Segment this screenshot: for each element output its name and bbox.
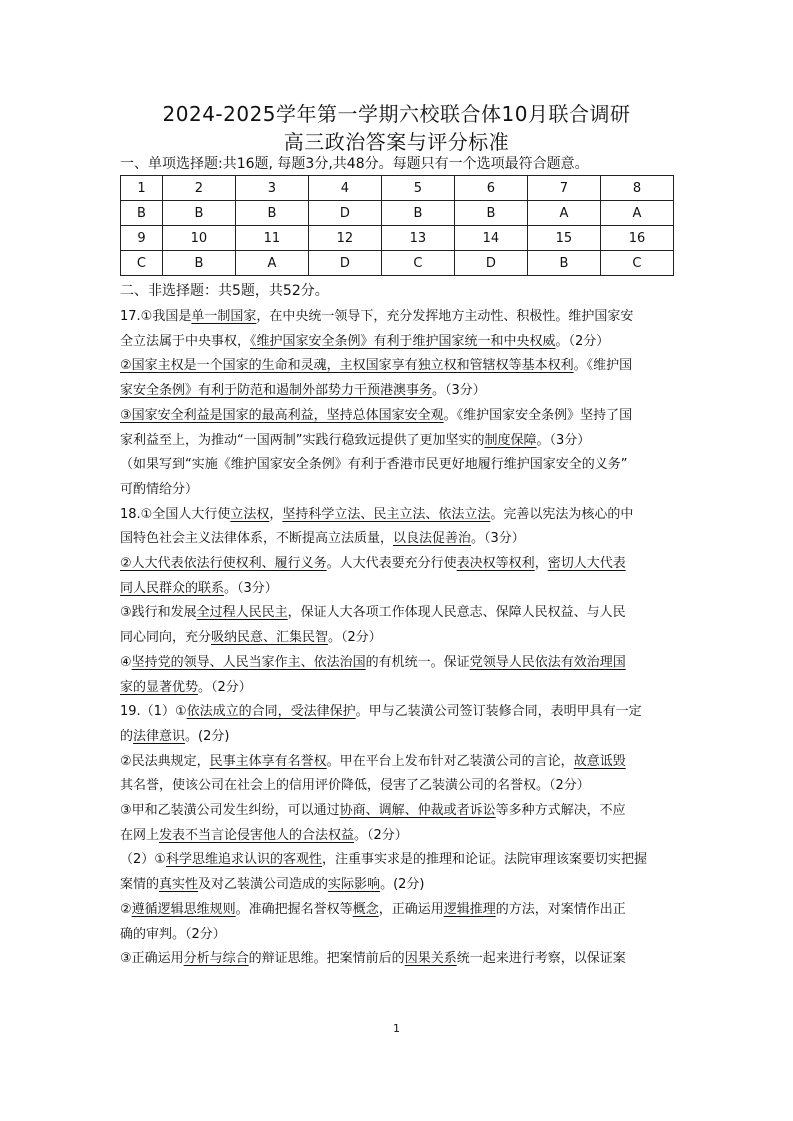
answer-line	[120, 898, 676, 923]
answer-line	[120, 676, 676, 701]
answer-line	[120, 750, 676, 775]
key-point-underlined: 协商、调解、仲裁或者诉讼	[339, 803, 496, 819]
answer-text: 。《维护国家安全条例》坚持了国	[443, 407, 633, 423]
key-point-underlined: 依法成立的合同，受法律保护	[186, 704, 356, 720]
answer-table-cell: 14	[454, 226, 527, 251]
key-point-underlined: 概念	[352, 901, 379, 917]
key-point-underlined: 法律意识	[133, 728, 186, 744]
answer-text: 案情的	[120, 877, 160, 893]
answer-table-row	[121, 251, 674, 276]
answer-line	[120, 799, 676, 824]
answer-line	[120, 527, 676, 552]
answer-text: 的辩证思维。把案情前后的	[248, 951, 405, 967]
key-point-underlined: 发表不当言论侵害他人的合法权益	[159, 827, 355, 843]
answer-text: 。（3分）	[432, 383, 486, 399]
answer-text: 18.①全国人大行使	[120, 506, 231, 522]
answer-text: 及对乙装潢公司造成的	[198, 877, 329, 893]
answer-line	[120, 700, 676, 725]
answer-text: 。人大代表要充分行使	[326, 556, 457, 572]
answer-table-cell: 8	[600, 176, 673, 201]
answer-table-cell: 4	[308, 176, 381, 201]
answer-text: ，注重事实求是的推理和论证。法院审理该案要切实把握	[321, 852, 647, 868]
answer-table	[120, 175, 674, 276]
answer-text: 全立法属于中央事权，	[120, 333, 251, 349]
answer-line	[120, 923, 676, 948]
document-title: 2024-2025学年第一学期六校联合体10月联合调研	[162, 102, 631, 126]
answer-line	[120, 404, 676, 429]
key-point-underlined: 因果关系	[404, 951, 457, 967]
key-point-underlined: 同人民群众的联系	[120, 580, 225, 596]
key-point-underlined: 逻辑推理	[443, 901, 496, 917]
key-point-underlined: 立法权	[230, 506, 270, 522]
key-point-underlined: 真实性	[159, 877, 199, 893]
answer-text: ④	[120, 654, 132, 670]
answer-text: 。（2分）	[328, 630, 382, 646]
answer-line	[120, 552, 676, 577]
answer-table-cell: C	[381, 251, 454, 276]
document-subtitle: 高三政治答案与评分标准	[283, 130, 510, 154]
answer-text: 。（3分）	[224, 580, 278, 596]
answer-table-row	[121, 176, 674, 201]
answer-text: 统一起来进行考察，以保证案	[456, 951, 626, 967]
answer-text: 。（3分）	[536, 432, 591, 448]
answer-text: ③甲和乙装潢公司发生纠纷，可以通过	[120, 803, 340, 819]
answer-text: 。完善以宪法为核心的中	[490, 506, 634, 522]
answer-table-cell: 12	[308, 226, 381, 251]
answer-text: 。（2分）	[198, 679, 252, 695]
answer-table-cell: A	[527, 201, 600, 226]
key-point-underlined: 家安全条例》有利于防范和遏制外部势力干预港澳事务	[120, 383, 433, 399]
key-point-underlined: 《维护国家安全条例》有利于维护国家统一和中央权威	[250, 333, 556, 349]
answer-text: 确的审判。（2分）	[120, 926, 226, 942]
key-point-underlined: 全过程人民民主	[196, 605, 288, 621]
answer-line	[120, 651, 676, 676]
answer-text: 。（2分）	[354, 827, 408, 843]
answer-table-cell: B	[454, 201, 527, 226]
answer-text: 。（3分）	[471, 531, 525, 547]
answer-text: 。甲与乙装潢公司签订装修合同，表明甲具有一定	[355, 704, 642, 720]
answer-table-cell: D	[308, 251, 381, 276]
answer-table-cell: 13	[381, 226, 454, 251]
answer-table-cell: B	[162, 251, 235, 276]
answer-text: 。（2分）	[555, 333, 610, 349]
key-point-underlined: 故意诋毁	[573, 753, 626, 769]
answer-table-cell: 16	[600, 226, 673, 251]
answer-text: 其名誉，使该公司在社会上的信用评价降低，侵害了乙装潢公司的名誉权。（2分）	[120, 778, 590, 794]
answer-text: （2）①	[120, 852, 166, 868]
answer-line	[120, 947, 676, 972]
key-point-underlined: 家的显著优势	[120, 679, 199, 695]
answer-line	[120, 305, 676, 330]
answer-table-cell: D	[308, 201, 381, 226]
answer-table-cell: B	[381, 201, 454, 226]
key-point-underlined: 遵循逻辑思维规则	[131, 901, 236, 917]
answer-line	[120, 873, 676, 898]
answer-text: ②民法典规定，	[120, 753, 210, 769]
answer-text: ，保证人大各项工作体现人民意志、保障人民权益、与人民	[287, 605, 626, 621]
answer-text: 的	[120, 728, 134, 744]
answer-line	[120, 725, 676, 750]
answer-table-cell: 7	[527, 176, 600, 201]
answer-line	[120, 601, 676, 626]
key-point-underlined: 科学思维追求认识的客观性	[165, 852, 322, 868]
answer-table-cell: B	[527, 251, 600, 276]
key-point-underlined: 表决权等权利	[456, 556, 535, 572]
answer-line	[120, 626, 676, 651]
answer-table-cell: 1	[121, 176, 163, 201]
answer-text: 等多种方式解决，不应	[495, 803, 626, 819]
answer-table-cell: 11	[235, 226, 308, 251]
answer-table-cell: 2	[162, 176, 235, 201]
answer-table-row	[121, 226, 674, 251]
section-2-heading: 二、非选择题：共5题，共52分。	[120, 283, 329, 299]
answer-table-cell: C	[600, 251, 673, 276]
page-number: 1	[393, 1022, 400, 1035]
answer-text: 。(2分)	[380, 877, 425, 893]
answer-text: （如果写到“实施《维护国家安全条例》有利于香港市民更好地履行维护国家安全的义务”	[120, 457, 628, 473]
answer-line	[120, 379, 676, 404]
answer-line	[120, 848, 676, 873]
answer-table-cell: 3	[235, 176, 308, 201]
key-point-underlined: 密切人大代表	[547, 556, 626, 572]
key-point-underlined: ③国家安全利益是国家的最高利益，坚持总体国家安全观	[120, 407, 444, 423]
section-1-heading: 一、单项选择题:共16题, 每题3分,共48分。每题只有一个选项最符合题意。	[120, 156, 589, 172]
answer-text: ，在中央统一领导下，充分发挥地方主动性、积极性。维护国家安	[256, 309, 634, 324]
key-point-underlined: ②国家主权是一个国家的生命和灵魂，主权国家享有独立权和管辖权等基本权利	[120, 358, 574, 374]
answer-line	[120, 478, 676, 503]
answer-table-cell: A	[600, 201, 673, 226]
answer-text: 的有机统一。保证	[365, 654, 470, 670]
answer-text: 国特色社会主义法律体系，不断提高立法质量，	[120, 531, 394, 547]
answer-line	[120, 330, 676, 355]
key-point-underlined: 坚持科学立法、民主立法、依法立法	[282, 506, 491, 522]
answer-table-cell: A	[235, 251, 308, 276]
answer-text: 。《维护国	[573, 358, 633, 374]
answer-table-cell: 15	[527, 226, 600, 251]
key-point-underlined: 实际影响	[328, 877, 381, 893]
key-point-underlined: 分析与综合	[183, 951, 249, 967]
answer-table-cell: D	[454, 251, 527, 276]
key-point-underlined: 单一制国家	[191, 309, 257, 324]
answer-text: ，正确运用	[378, 901, 444, 917]
answer-text: 17.①我国是	[120, 309, 192, 324]
answer-table-cell: 5	[381, 176, 454, 201]
answer-table-cell: 6	[454, 176, 527, 201]
answer-line	[120, 429, 676, 454]
key-point-underlined: 制度保障	[484, 432, 537, 448]
answer-table-row	[121, 201, 674, 226]
answer-table-cell: B	[235, 201, 308, 226]
answer-table-cell: B	[121, 201, 163, 226]
answer-text: ②	[120, 901, 132, 917]
answer-text: 。甲在平台上发布针对乙装潢公司的言论，	[326, 753, 574, 769]
answer-text: 在网上	[120, 827, 160, 843]
answer-text: 可酌情给分）	[120, 481, 199, 497]
key-point-underlined: ②人大代表依法行使权利、履行义务	[120, 556, 327, 572]
answer-text: 家利益至上，为推动“一国两制”实践行稳致远提供了更加坚实的	[120, 432, 485, 448]
answer-text: 。(2分)	[185, 728, 230, 744]
key-point-underlined: 吸纳民意、汇集民智	[211, 630, 329, 646]
key-point-underlined: 以良法促善治	[393, 531, 472, 547]
answer-text: ③正确运用	[120, 951, 184, 967]
key-point-underlined: 坚持党的领导、人民当家作主、依法治国	[131, 654, 366, 670]
answer-line	[120, 503, 676, 528]
answer-text: ，	[534, 556, 548, 572]
answer-line	[120, 577, 676, 602]
answer-text: 。准确把握名誉权等	[235, 901, 353, 917]
answer-table-cell: 9	[121, 226, 163, 251]
key-point-underlined: 党领导人民依法有效治理国	[469, 654, 626, 670]
key-point-underlined: 民事主体享有名誉权	[209, 753, 327, 769]
answer-text: ，	[269, 506, 283, 522]
answer-line	[120, 774, 676, 799]
answer-line	[120, 354, 676, 379]
essay-answers	[120, 305, 676, 972]
answer-line	[120, 453, 676, 478]
answer-text: 的方法，对案情作出正	[495, 901, 626, 917]
answer-text: 同心同向，充分	[120, 630, 212, 646]
answer-table-cell: B	[162, 201, 235, 226]
answer-text: ③践行和发展	[120, 605, 197, 621]
answer-line	[120, 824, 676, 849]
answer-table-cell: 10	[162, 226, 235, 251]
answer-text: 19.（1）①	[120, 704, 187, 720]
answer-table-cell: C	[121, 251, 163, 276]
